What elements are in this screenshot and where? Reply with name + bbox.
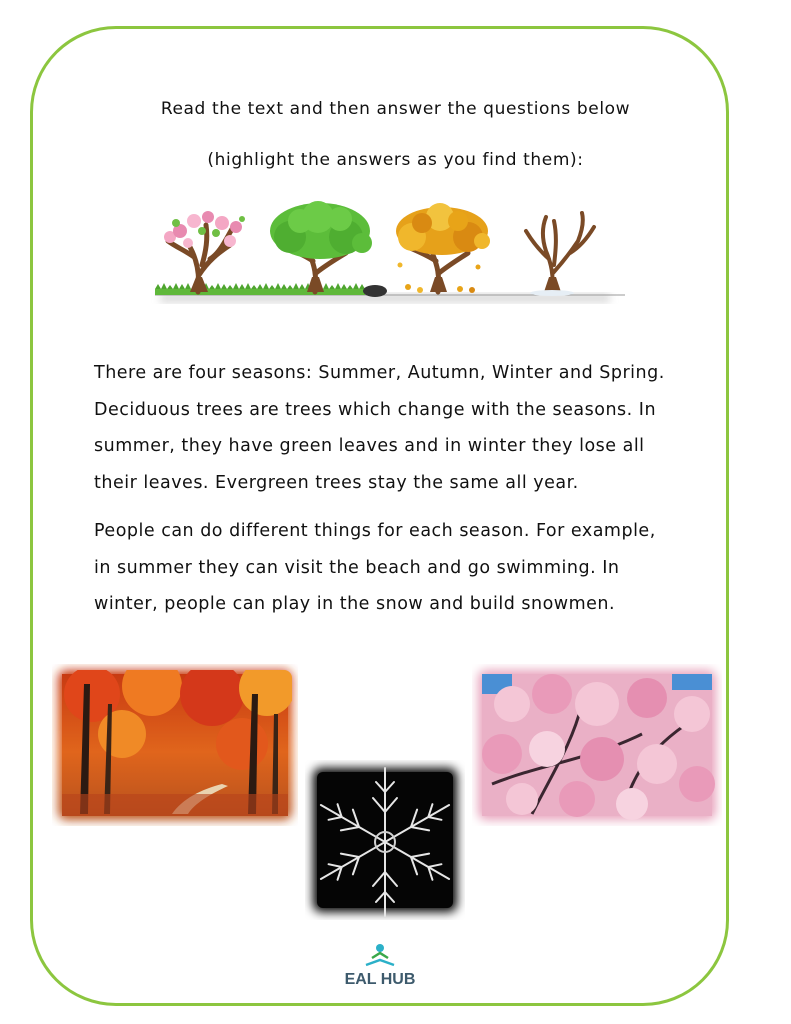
eal-hub-logo	[320, 940, 440, 992]
paragraph-seasons	[94, 355, 714, 501]
grass-strip	[155, 283, 387, 297]
logo-text: EAL HUB	[344, 971, 416, 988]
cherry-blossom-photo	[472, 664, 722, 826]
paragraph-activities	[94, 513, 714, 623]
instruction-line-2: (highlight the answers as you find them):	[207, 150, 584, 170]
paragraph-line: their leaves. Evergreen trees stay the same all year.	[94, 472, 579, 493]
instruction-line-1: Read the text and then answer the questions below	[160, 99, 631, 119]
autumn-tree-icon	[396, 203, 490, 293]
autumn-forest-photo	[52, 664, 298, 826]
paragraph-line: winter, people can play in the snow and build snowmen.	[94, 594, 616, 614]
paragraph-line: in summer they can visit the beach and go swimming. In	[94, 557, 620, 578]
winter-tree-icon	[526, 213, 594, 296]
paragraph-line: summer, they have green leaves and in winter they lose all	[94, 436, 645, 456]
spring-tree-icon	[164, 211, 245, 292]
paragraph-line: There are four seasons: Summer, Autumn, Winter and Spring.	[94, 363, 665, 383]
summer-tree-icon	[270, 201, 372, 292]
book-person-icon	[366, 944, 394, 965]
snowflake-photo	[305, 760, 465, 920]
paragraph-line: People can do different things for each season. For example,	[94, 521, 656, 541]
paragraph-line: Deciduous trees are trees which change with the seasons. In	[94, 399, 657, 420]
seasons-trees-illustration	[150, 195, 630, 310]
